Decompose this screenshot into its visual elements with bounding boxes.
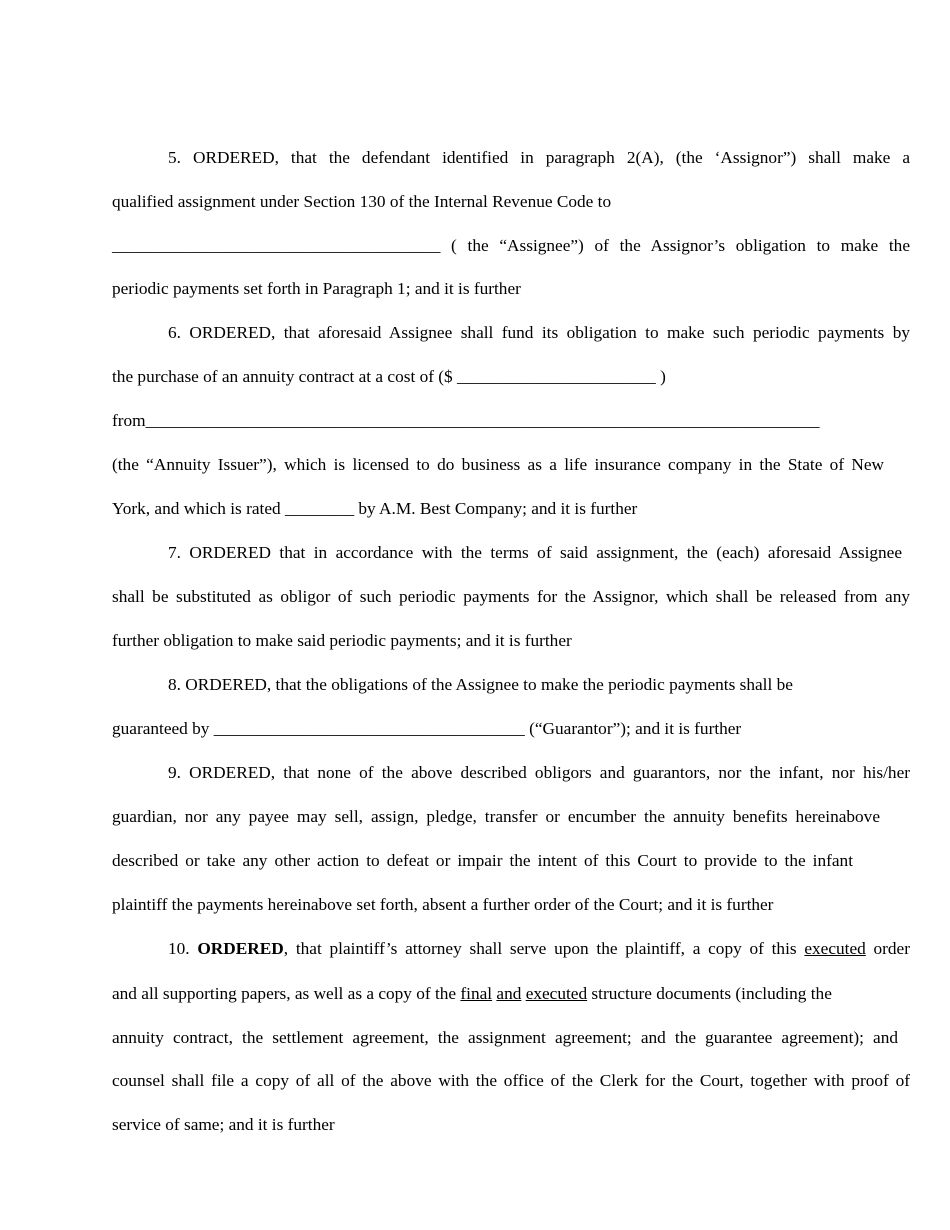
paragraph-10-line-1 bbox=[168, 939, 910, 959]
paragraph-5-line-3: ______________________________________ ( the “Assignee”) of the Assignor’s obligation to make the bbox=[112, 236, 910, 255]
paragraph-6-line-3: from______________________________________________________________________________ bbox=[112, 411, 820, 430]
paragraph-9-line-1: 9. ORDERED, that none of the above described obligors and guarantors, nor the infant, nor his/her bbox=[168, 763, 910, 782]
paragraph-6-line-1: 6. ORDERED, that aforesaid Assignee shall fund its obligation to make such periodic payments by bbox=[168, 323, 910, 342]
paragraph-8-line-2: guaranteed by ____________________________________ (“Guarantor”); and it is further bbox=[112, 719, 742, 738]
paragraph-10-line-2-end: structure documents (including the bbox=[587, 984, 832, 1003]
paragraph-6-line-2: the purchase of an annuity contract at a cost of ($ _______________________ ) bbox=[112, 367, 666, 386]
paragraph-10-line-1-text: , that plaintiff’s attorney shall serve upon the plaintiff, a copy of this bbox=[283, 939, 805, 958]
paragraph-7-line-1: 7. ORDERED that in accordance with the terms of said assignment, the (each) aforesaid Assignee bbox=[168, 543, 902, 562]
paragraph-7-line-2: shall be substituted as obligor of such periodic payments for the Assignor, which shall be released from any bbox=[112, 587, 910, 606]
underlined-executed: executed bbox=[804, 939, 866, 958]
paragraph-10-line-3: annuity contract, the settlement agreement, the assignment agreement; and the guarantee agreement); and bbox=[112, 1028, 898, 1047]
paragraph-10-number: 10. bbox=[168, 939, 198, 958]
paragraph-10-line-1-end: order bbox=[865, 939, 910, 958]
paragraph-5-line-1: 5. ORDERED, that the defendant identified in paragraph 2(A), (the ‘Assignor”) shall make a bbox=[168, 148, 910, 167]
paragraph-10-line-2 bbox=[112, 984, 832, 1004]
paragraph-8-line-1: 8. ORDERED, that the obligations of the Assignee to make the periodic payments shall be bbox=[168, 675, 793, 694]
paragraph-6-line-5: York, and which is rated ________ by A.M. Best Company; and it is further bbox=[112, 499, 638, 518]
paragraph-5-line-4: periodic payments set forth in Paragraph 1; and it is further bbox=[112, 279, 521, 298]
paragraph-9-line-3: described or take any other action to defeat or impair the intent of this Court to provide to the infant bbox=[112, 851, 853, 870]
underlined-final: final bbox=[460, 984, 493, 1003]
paragraph-5-line-2: qualified assignment under Section 130 of the Internal Revenue Code to bbox=[112, 192, 612, 211]
paragraph-10-line-5: service of same; and it is further bbox=[112, 1115, 335, 1134]
paragraph-6-line-4: (the “Annuity Issuer”), which is licensed to do business as a life insurance company in the State of New bbox=[112, 455, 884, 474]
paragraph-10-line-4: counsel shall file a copy of all of the above with the office of the Clerk for the Court, together with proof of bbox=[112, 1071, 910, 1090]
paragraph-9-line-2: guardian, nor any payee may sell, assign, pledge, transfer or encumber the annuity benefits hereinabove bbox=[112, 807, 880, 826]
paragraph-10-line-2-text: and all supporting papers, as well as a copy of the bbox=[112, 984, 461, 1003]
paragraph-9-line-4: plaintiff the payments hereinabove set forth, absent a further order of the Court; and it is further bbox=[112, 895, 774, 914]
paragraph-10-ordered-bold: ORDERED bbox=[197, 939, 284, 958]
underlined-executed-2: executed bbox=[525, 984, 588, 1003]
underlined-and: and bbox=[496, 984, 522, 1003]
paragraph-7-line-3: further obligation to make said periodic payments; and it is further bbox=[112, 631, 572, 650]
